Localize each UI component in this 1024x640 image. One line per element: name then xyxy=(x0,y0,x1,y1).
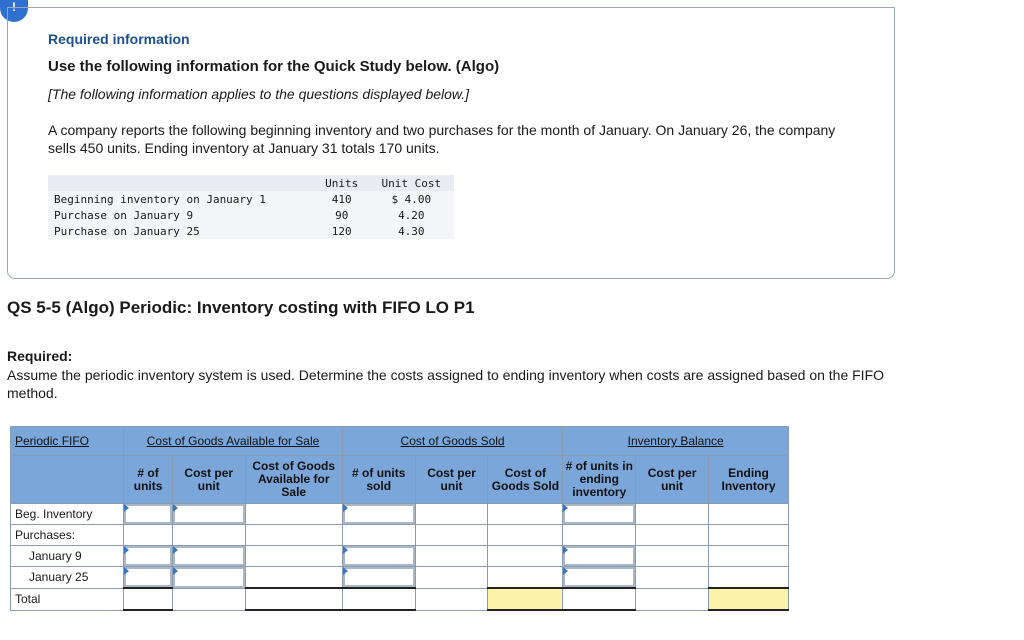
row-label-january-9: January 9 xyxy=(11,546,124,567)
applies-note: [The following information applies to the questions displayed below.] xyxy=(48,86,470,102)
table-row xyxy=(48,207,454,223)
jan25-units-ending-input[interactable] xyxy=(563,567,636,589)
inventory-info-table xyxy=(48,175,454,239)
empty-cell xyxy=(172,525,245,546)
cost-per-unit-column-header: Cost per unit xyxy=(172,456,245,504)
jan25-cost-per-unit-input[interactable] xyxy=(172,567,245,589)
jan25-ending-inventory-cell xyxy=(708,567,788,589)
problem-text: A company reports the following beginning inventory and two purchases for the month of January. On January 26, the company sells 450 units. Ending inventory at January 31 totals 170 units. xyxy=(48,122,836,156)
row-label-beg-inventory: Beg. Inventory xyxy=(11,504,124,525)
jan9-sold-cost-per-unit-cell xyxy=(415,546,488,567)
units-value: 120 xyxy=(331,224,352,238)
jan9-units-ending-input[interactable] xyxy=(563,546,636,567)
empty-cell xyxy=(636,525,709,546)
unit-cost-header: Unit Cost xyxy=(369,175,454,191)
empty-cell xyxy=(708,525,788,546)
jan9-cogas-cell xyxy=(245,546,342,567)
empty-cell xyxy=(636,588,709,610)
units-header: Units xyxy=(315,175,369,191)
jan9-cogs-cell xyxy=(488,546,563,567)
total-cogas-cell xyxy=(245,588,342,610)
jan25-units-input[interactable] xyxy=(124,567,173,589)
jan25-units-sold-input[interactable] xyxy=(342,567,415,589)
blank-header xyxy=(11,456,124,504)
beg-cogs-cell xyxy=(488,504,563,525)
beg-units-sold-input[interactable] xyxy=(342,504,415,525)
goods-available-header: Cost of Goods Available for Sale xyxy=(124,427,343,456)
beg-ending-inventory-cell xyxy=(708,504,788,525)
inventory-balance-header: Inventory Balance xyxy=(563,427,789,456)
jan25-sold-cost-per-unit-cell xyxy=(415,567,488,589)
row-label: Purchase on January 9 xyxy=(54,208,194,222)
unit-cost-value: 4.30 xyxy=(398,224,425,238)
total-ending-inventory-cell xyxy=(708,588,788,610)
units-column-header: # of units xyxy=(124,456,173,504)
beg-units-ending-input[interactable] xyxy=(563,504,636,525)
required-info-heading: Required information xyxy=(48,31,190,47)
empty-cell xyxy=(342,525,415,546)
beg-units-input[interactable] xyxy=(124,504,173,525)
units-ending-column-header: # of units in ending inventory xyxy=(563,456,636,504)
beg-cogas-cell xyxy=(245,504,342,525)
table-row xyxy=(11,588,789,610)
table-row xyxy=(48,191,454,207)
empty-cell xyxy=(124,525,173,546)
total-cogs-cell xyxy=(488,588,563,610)
table-row xyxy=(11,504,789,525)
units-value: 90 xyxy=(335,208,349,222)
sold-cost-per-unit-column-header: Cost per unit xyxy=(415,456,488,504)
table-row xyxy=(11,546,789,567)
blank-header xyxy=(48,175,315,191)
unit-cost-value: 4.20 xyxy=(398,208,425,222)
table-row xyxy=(11,525,789,546)
table-row xyxy=(11,567,789,589)
empty-cell xyxy=(563,525,636,546)
periodic-fifo-header: Periodic FIFO xyxy=(11,427,124,456)
empty-cell xyxy=(488,525,563,546)
required-text: Assume the periodic inventory system is used. Determine the costs assigned to ending inventory when costs are assigned based on the FIFO method. xyxy=(7,367,885,401)
cogas-column-header: Cost of Goods Available for Sale xyxy=(245,456,342,504)
jan9-cost-per-unit-input[interactable] xyxy=(172,546,245,567)
fifo-worksheet xyxy=(10,426,789,611)
cogs-column-header: Cost of Goods Sold xyxy=(488,456,563,504)
empty-cell xyxy=(245,525,342,546)
total-units-ending-cell xyxy=(563,588,636,610)
units-value: 410 xyxy=(331,192,352,206)
jan9-ending-cost-per-unit-cell xyxy=(636,546,709,567)
jan9-units-input[interactable] xyxy=(124,546,173,567)
required-label: Required: xyxy=(7,348,73,364)
unit-cost-value: $ 4.00 xyxy=(391,192,432,206)
jan25-cogs-cell xyxy=(488,567,563,589)
alert-icon: ! xyxy=(0,0,28,22)
ending-inventory-column-header: Ending Inventory xyxy=(708,456,788,504)
jan9-units-sold-input[interactable] xyxy=(342,546,415,567)
table-row xyxy=(48,223,454,239)
row-label: Purchase on January 25 xyxy=(54,224,200,238)
empty-cell xyxy=(415,588,488,610)
jan9-ending-inventory-cell xyxy=(708,546,788,567)
jan25-ending-cost-per-unit-cell xyxy=(636,567,709,589)
beg-sold-cost-per-unit-cell xyxy=(415,504,488,525)
goods-sold-header: Cost of Goods Sold xyxy=(342,427,563,456)
jan25-cogas-cell xyxy=(245,567,342,589)
empty-cell xyxy=(415,525,488,546)
row-label: Beginning inventory on January 1 xyxy=(54,192,266,206)
row-label-january-25: January 25 xyxy=(11,567,124,589)
empty-cell xyxy=(172,588,245,610)
total-units-sold-cell xyxy=(342,588,415,610)
question-title: QS 5-5 (Algo) Periodic: Inventory costing with FIFO LO P1 xyxy=(7,298,475,317)
row-label-purchases: Purchases: xyxy=(11,525,124,546)
units-sold-column-header: # of units sold xyxy=(342,456,415,504)
ending-cost-per-unit-column-header: Cost per unit xyxy=(636,456,709,504)
beg-ending-cost-per-unit-cell xyxy=(636,504,709,525)
quick-study-title: Use the following information for the Quick Study below. (Algo) xyxy=(48,58,500,75)
total-units-cell xyxy=(124,588,173,610)
row-label-total: Total xyxy=(11,588,124,610)
beg-cost-per-unit-input[interactable] xyxy=(172,504,245,525)
